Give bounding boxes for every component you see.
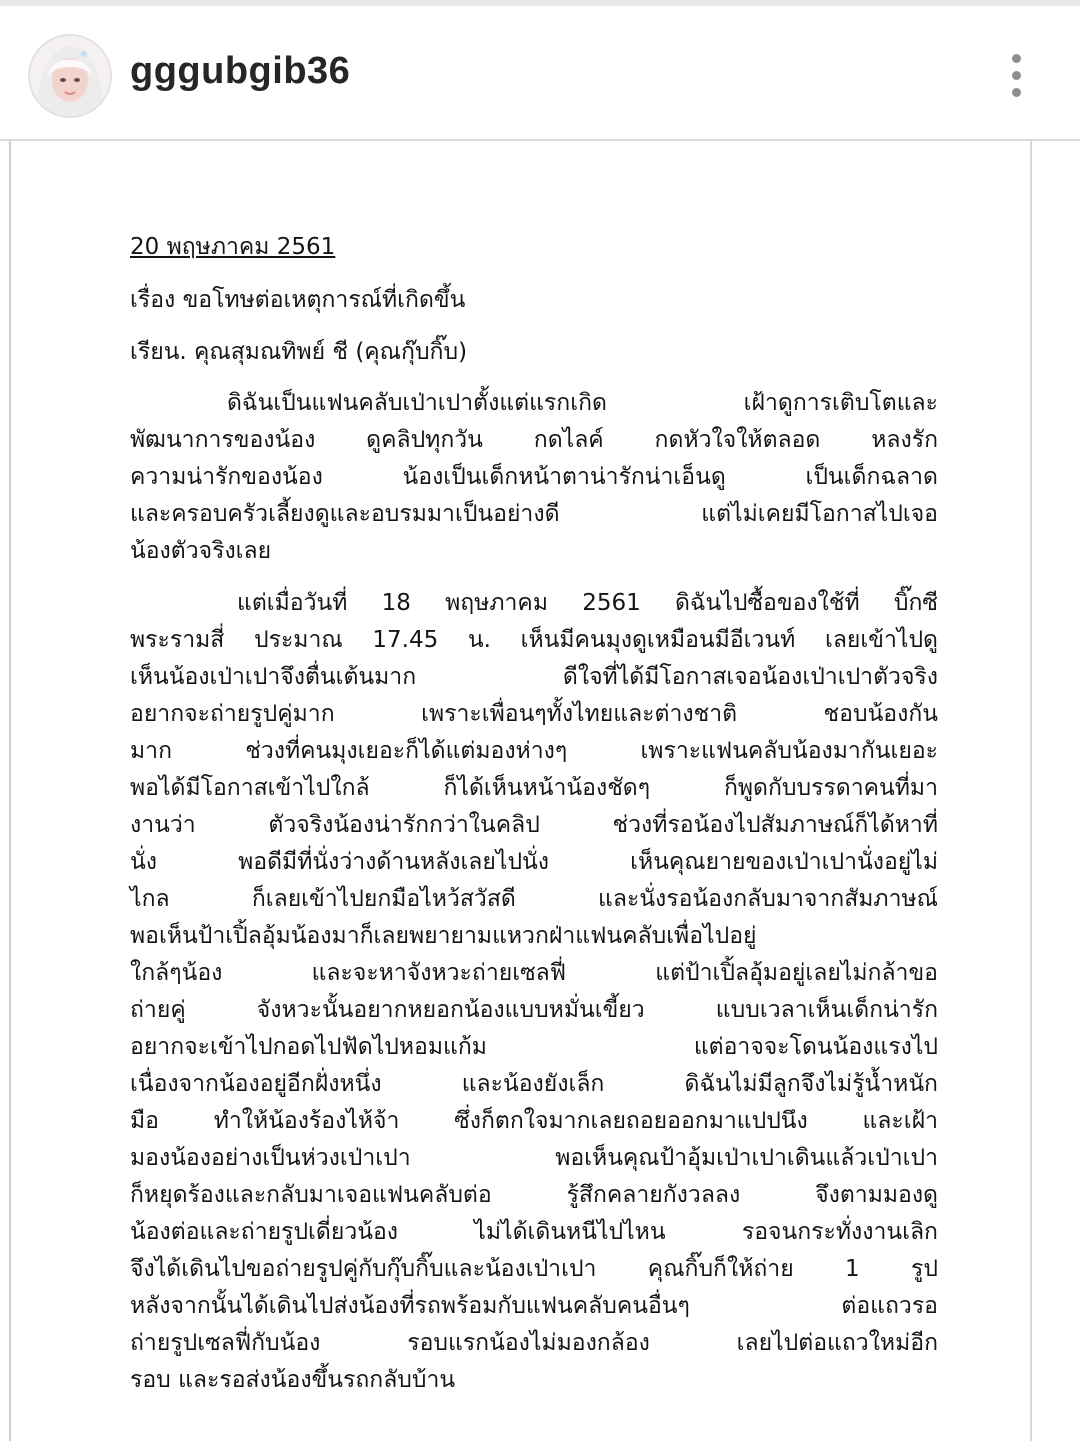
letter-image xyxy=(0,141,1080,1441)
paragraph-line: อยากจะถ่ายรูปคู่มาก เพราะเพื่อนๆทั้งไทยและต่างชาติ ชอบน้องกัน xyxy=(130,701,938,727)
paragraph-line: ก็หยุดร้องและกลับมาเจอแฟนคลับต่อ รู้สึกคลายกังวลลง จึงตามมองดู xyxy=(130,1182,938,1208)
more-vertical-icon[interactable] xyxy=(996,50,1036,100)
paragraph-line: ถ่ายคู่ จังหวะนั้นอยากหยอกน้องแบบหมั่นเขี้ยว แบบเวลาเห็นเด็กน่ารัก xyxy=(130,997,938,1023)
paragraph-line: พัฒนาการของน้อง ดูคลิปทุกวัน กดไลค์ กดหัวใจให้ตลอด หลงรัก xyxy=(130,427,938,453)
paragraph-line: มองน้องอย่างเป็นห่วงเป่าเปา พอเห็นคุณป้าอุ้มเป่าเปาเดินแล้วเป่าเปา xyxy=(130,1145,938,1171)
paragraph-line: ใกล้ๆน้อง และจะหาจังหวะถ่ายเซลฟี่ แต่ป้าเปิ้ลอุ้มอยู่เลยไม่กล้าขอ xyxy=(130,960,938,986)
paragraph-line: น้องต่อและถ่ายรูปเดี่ยวน้อง ไม่ได้เดินหนีไปไหน รอจนกระทั่งงานเลิก xyxy=(130,1219,938,1245)
paragraph-line: น้องตัวจริงเลย xyxy=(130,538,272,564)
letter-salutation: เรียน. คุณสุมณทิพย์ ชี (คุณกุ๊บกิ๊บ) xyxy=(130,339,468,365)
avatar-photo xyxy=(30,36,110,116)
avatar[interactable] xyxy=(28,34,112,118)
page-edge-left xyxy=(9,141,11,1441)
paragraph-line: ความน่ารักของน้อง น้องเป็นเด็กหน้าตาน่ารักน่าเอ็นดู เป็นเด็กฉลาด xyxy=(130,464,938,490)
paragraph-line: อยากจะเข้าไปกอดไปฟัดไปหอมแก้ม แต่อาจจะโดนน้องแรงไป xyxy=(130,1034,938,1060)
paragraph-line: เนื่องจากน้องอยู่อีกฝั่งหนึ่ง และน้องยังเล็ก ดิฉันไม่มีลูกจึงไม่รู้น้ำหนัก xyxy=(130,1071,938,1097)
paragraph-line: หลังจากนั้นได้เดินไปส่งน้องที่รถพร้อมกับแฟนคลับคนอื่นๆ ต่อแถวรอ xyxy=(130,1293,938,1319)
paragraph-line: เห็นน้องเป่าเปาจึงตื่นเต้นมาก ดีใจที่ได้มีโอกาสเจอน้องเป่าเปาตัวจริง xyxy=(130,664,938,690)
paragraph-line: และครอบครัวเลี้ยงดูและอบรมมาเป็นอย่างดี แต่ไม่เคยมีโอกาสไปเจอ xyxy=(130,501,938,527)
post-header xyxy=(0,6,1080,141)
letter-subject: เรื่อง ขอโทษต่อเหตุการณ์ที่เกิดขึ้น xyxy=(130,287,466,313)
username[interactable]: gggubgib36 xyxy=(130,50,351,92)
paragraph-line: นั่ง พอดีมีที่นั่งว่างด้านหลังเลยไปนั่ง เห็นคุณยายของเป่าเปานั่งอยู่ไม่ xyxy=(130,849,938,875)
letter-date: 20 พฤษภาคม 2561 xyxy=(130,234,336,260)
paragraph-line: แต่เมื่อวันที่ 18 พฤษภาคม 2561 ดิฉันไปซื้อของใช้ที่ บิ๊กซี xyxy=(237,590,938,616)
paragraph-line: จึงได้เดินไปขอถ่ายรูปคู่กับกุ๊บกิ๊บและน้องเป่าเปา คุณกิ๊บก็ให้ถ่าย 1 รูป xyxy=(130,1256,938,1282)
paragraph-line: ดิฉันเป็นแฟนคลับเป่าเปาตั้งแต่แรกเกิด เฝ้าดูการเติบโตและ xyxy=(227,390,938,416)
paragraph-line: ถ่ายรูปเซลฟี่กับน้อง รอบแรกน้องไม่มองกล้อง เลยไปต่อแถวใหม่อีก xyxy=(130,1330,938,1356)
paragraph-line: มาก ช่วงที่คนมุงเยอะก็ได้แต่มองห่างๆ เพราะแฟนคลับน้องมากันเยอะ xyxy=(130,738,938,764)
page-edge-right xyxy=(1030,141,1032,1441)
paragraph-line: พอเห็นป้าเปิ้ลอุ้มน้องมาก็เลยพยายามแหวกฝ่าแฟนคลับเพื่อไปอยู่ xyxy=(130,923,757,949)
paragraph-line: รอบ และรอส่งน้องขึ้นรถกลับบ้าน xyxy=(130,1367,456,1393)
paragraph-line: ไกล ก็เลยเข้าไปยกมือไหว้สวัสดี และนั่งรอน้องกลับมาจากสัมภาษณ์ xyxy=(130,886,938,912)
paragraph-line: พระรามสี่ ประมาณ 17.45 น. เห็นมีคนมุงดูเหมือนมีอีเวนท์ เลยเข้าไปดู xyxy=(130,627,938,653)
paragraph-line: มือ ทำให้น้องร้องไห้จ้า ซึ่งก็ตกใจมากเลยถอยออกมาแปปนึง และเฝ้า xyxy=(130,1108,938,1134)
paragraph-line: งานว่า ตัวจริงน้องน่ารักกว่าในคลิป ช่วงที่รอน้องไปสัมภาษณ์ก็ได้หาที่ xyxy=(130,812,938,838)
paragraph-line: พอได้มีโอกาสเข้าไปใกล้ ก็ได้เห็นหน้าน้องชัดๆ ก็พูดกับบรรดาคนที่มา xyxy=(130,775,938,801)
